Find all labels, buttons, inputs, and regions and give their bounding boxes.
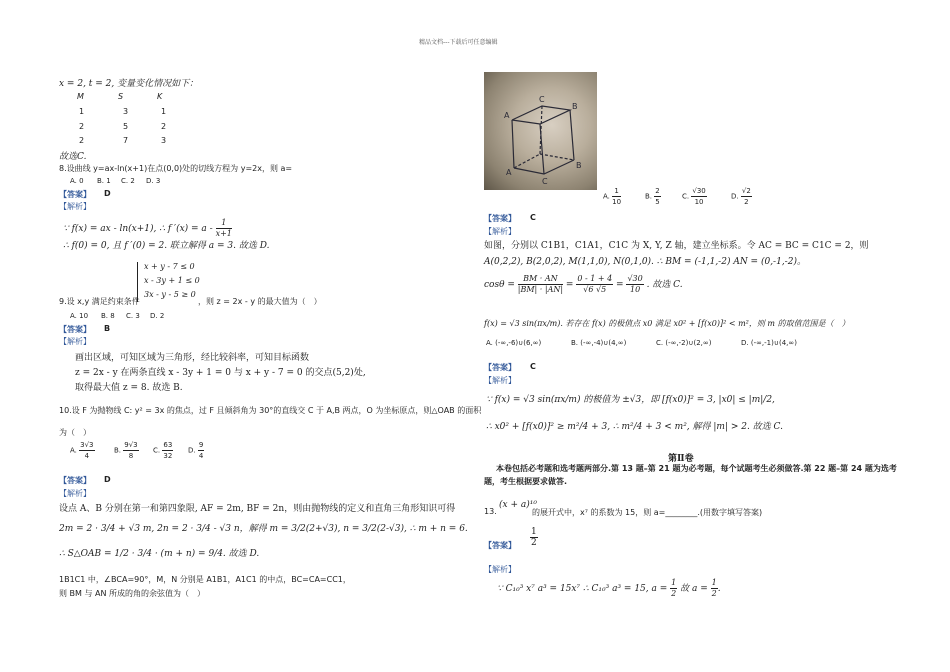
analysis-label: 【解析】 [59, 202, 91, 211]
prism-photo [484, 72, 597, 190]
q13-answer [530, 527, 538, 548]
q11-frac3-num: √30 [627, 274, 643, 283]
q11-b-num: 2 [655, 187, 660, 195]
q11-frac3-den: 10 [629, 285, 641, 294]
q11-option-d-label: D. [731, 192, 739, 201]
q8-frac-den: x+1 [215, 229, 232, 238]
answer-label: 【答案】 [59, 190, 91, 199]
q13-solution-end: . [717, 584, 721, 594]
q8-option-b: B. 1 [97, 177, 111, 185]
svg-text:B: B [572, 102, 578, 111]
q8-solution-1-text: ∵ f(x) = ax - ln(x+1), ∴ f ′(x) = a - [63, 224, 213, 234]
q12-solution-2: ∴ x0² + [f(x0)]² ≥ m²/4 + 3, ∴ m²/4 + 3 < m², 解得 |m| > 2. 故选 C. [486, 422, 783, 432]
q11-solution-2: A(0,2,2), B(2,0,2), M(1,1,0), N(0,1,0). ∴ BM = (-1,1,-2) AN = (0,-1,-2)。 [484, 257, 806, 267]
q11-option-a-label: A. [603, 192, 610, 201]
q13-stem: 的展开式中，x⁷ 的系数为 15，则 a=________.(用数字填写答案) [532, 508, 763, 517]
q11-a-den: 10 [612, 198, 622, 206]
q11-frac-den: |BM| · |AN| [517, 285, 564, 294]
q10-option-c-label: C. [153, 446, 161, 455]
svg-text:A: A [504, 111, 510, 120]
q11-a-num: 1 [612, 186, 621, 197]
table-header-s: S [118, 92, 124, 101]
q12-solution-1: ∵ f(x) = √3 sin(πx/m) 的极值为 ±√3，即 [f(x0)]² = 3, |x0| ≤ |m|/2, [486, 395, 775, 405]
analysis-label: 【解析】 [484, 227, 516, 236]
q9-stem: 9.设 x,y 满足约束条件 [59, 297, 140, 306]
svg-text:B: B [576, 161, 582, 170]
q10-option-d-label: D. [188, 446, 196, 455]
table-cell: 2 [79, 136, 85, 145]
q13-solution-text: ∵ C₁₀³ x⁷ a³ = 15x⁷ ∴ C₁₀³ a³ = 15, a = [497, 584, 668, 594]
part2-desc-1: 本卷包括必考题和选考题两部分.第 13 题–第 21 题为必考题，每个试题考生必须做答.第 22 题–第 24 题为选考 [496, 464, 897, 473]
q10-option-b [114, 440, 139, 461]
q8-solution-1 [63, 218, 232, 239]
q13-sol2-den: 2 [711, 589, 717, 598]
answer-label: 【答案】 [59, 325, 91, 334]
q10-stem-b: 为（ ） [59, 428, 91, 437]
q9-answer: B [104, 324, 111, 333]
q11-frac2-num: 0 - 1 + 4 [577, 274, 613, 283]
q9-stem-tail: ，则 z = 2x - y 的最大值为（ ） [198, 297, 322, 306]
table-cell: 2 [161, 122, 167, 131]
q13-sol-num: 1 [671, 578, 677, 587]
part2-desc-2: 题，考生根据要求做答. [484, 477, 568, 486]
q9-solution-1: 画出区域，可知区域为三角形，经比较斜率，可知目标函数 [75, 353, 310, 363]
answer-label: 【答案】 [59, 476, 91, 485]
q11-option-b [645, 186, 661, 207]
q12-option-b: B. (-∞,-4)∪(4,∞) [571, 339, 627, 347]
q9-constraint-1: x + y - 7 ≤ 0 [144, 262, 195, 271]
q10-option-b-label: B. [114, 446, 122, 455]
q9-constraint-2: x - 3y + 1 ≤ 0 [144, 276, 200, 285]
q10-solution-3: ∴ S△OAB = 1/2 · 3/4 · (m + n) = 9/4. 故选 D. [59, 549, 260, 559]
q12-option-c: C. (-∞,-2)∪(2,∞) [656, 339, 712, 347]
analysis-label: 【解析】 [59, 337, 91, 346]
q11-c-den: 10 [694, 198, 704, 206]
q8-answer: D [104, 189, 111, 198]
table-header-m: M [77, 92, 84, 101]
q10-option-d [188, 440, 204, 461]
q11-option-b-label: B. [645, 192, 653, 201]
q10-answer: D [104, 475, 111, 484]
q10-b-den: 8 [128, 452, 134, 460]
q9-solution-3: 取得最大值 z = 8. 故选 B. [75, 383, 183, 393]
q8-option-c: C. 2 [121, 177, 135, 185]
q11-cos-tail: . 故选 C. [646, 280, 683, 290]
svg-text:C: C [539, 95, 545, 104]
q8-solution-2: ∴ f(0) = 0, 且 f ′(0) = 2. 联立解得 a = 3. 故选 D. [63, 241, 270, 251]
table-cell: 3 [161, 136, 167, 145]
q10-option-a [70, 440, 95, 461]
q13-solution-mid: 故 a = [680, 584, 708, 594]
q13-expr: (x + a)¹⁰ [499, 500, 537, 510]
answer-label: 【答案】 [484, 363, 516, 372]
q10-d-den: 4 [198, 452, 204, 460]
q11-option-a [603, 186, 621, 207]
q10-option-c [153, 440, 173, 461]
q10-a-num: 3√3 [80, 441, 94, 449]
table-cell: 7 [123, 136, 129, 145]
q11-option-c [682, 186, 707, 207]
q11-solution-3: cosθ = $\frac{BM \cdot AN}{|BM| \cdot |AN|}$ = $\frac{0 - 1 + 4}{√6 √5}$ = $\frac{√30}{10}$ . 故选 C. [484, 274, 683, 294]
q9-option-b: B. 8 [101, 312, 115, 320]
analysis-label: 【解析】 [59, 489, 91, 498]
q8-stem: 8.设曲线 y=ax-ln(x+1)在点(0,0)处的切线方程为 y=2x，则 a= [59, 164, 293, 173]
q11-solution-1: 如图，分别以 C1B1，C1A1，C1C 为 X, Y, Z 轴，建立坐标系。令 AC = BC = C1C = 2，则 [484, 241, 869, 251]
svg-text:A: A [506, 168, 512, 177]
answer-label: 【答案】 [484, 541, 516, 550]
q10-a-den: 4 [84, 452, 90, 460]
q11-d-den: 2 [744, 198, 749, 206]
q12-option-d: D. (-∞,-1)∪(4,∞) [741, 339, 797, 347]
q9-solution-2: z = 2x - y 在两条直线 x - 3y + 1 = 0 与 x + y - 7 = 0 的交点(5,2)处, [75, 368, 366, 378]
q11-d-num: √2 [741, 187, 751, 195]
q10-solution-1: 设点 A、B 分别在第一和第四象限, AF = 2m, BF = 2n，则由抛物线的定义和直角三角形知识可得 [59, 504, 456, 514]
q11-cos-prefix: cosθ = [484, 280, 515, 290]
q8-option-d: D. 3 [146, 177, 161, 185]
table-cell: 2 [79, 122, 85, 131]
q12-stem: f(x) = √3 sin(πx/m). 若存在 f(x) 的极值点 x0 满足 x0² + [f(x0)]² < m²，则 m 的取值范围是（ ） [484, 319, 850, 328]
answer-label: 【答案】 [484, 214, 516, 223]
q10-b-num: 9√3 [124, 441, 138, 449]
q10-stem: 10.设 F 为抛物线 C: y² = 3x 的焦点，过 F 且倾斜角为 30°的直线交 C 于 A,B 两点，O 为坐标原点，则△OAB 的面积 [59, 406, 482, 415]
variable-line: x = 2, t = 2, 变量变化情况如下： [59, 79, 199, 89]
q10-c-den: 32 [163, 452, 173, 460]
q8-option-a: A. 0 [70, 177, 84, 185]
q9-option-a: A. 10 [70, 312, 89, 320]
q9-option-d: D. 2 [150, 312, 165, 320]
table-cell: 5 [123, 122, 129, 131]
q13-ans-den: 2 [531, 538, 537, 548]
q11-stem-b: 则 BM 与 AN 所成的角的余弦值为（ ） [59, 589, 206, 598]
q11-b-den: 5 [655, 198, 660, 206]
q11-frac-num: BM · AN [518, 274, 563, 285]
conclusion: 故选C. [59, 152, 87, 162]
q10-option-a-label: A. [70, 446, 77, 455]
q10-c-num: 63 [163, 441, 173, 449]
q13-number: 13. [484, 507, 497, 516]
table-cell: 1 [79, 107, 85, 116]
q11-option-c-label: C. [682, 192, 690, 201]
q11-frac2-den: √6 √5 [583, 285, 607, 294]
table-cell: 3 [123, 107, 129, 116]
svg-text:C: C [542, 177, 548, 186]
analysis-label: 【解析】 [484, 376, 516, 385]
q11-stem-a: 1B1C1 中，∠BCA=90°，M，N 分别是 A1B1，A1C1 的中点，BC=CA=CC1， [59, 575, 351, 584]
q11-answer: C [530, 213, 536, 222]
q11-option-d [731, 186, 752, 207]
analysis-label: 【解析】 [484, 565, 516, 574]
part2-title: 第Ⅱ卷 [668, 454, 694, 464]
q13-solution [497, 578, 721, 599]
q9-option-c: C. 3 [126, 312, 140, 320]
page-header: 精品文档---下载后可任意编辑 [419, 39, 498, 46]
q10-d-num: 9 [198, 441, 204, 449]
q9-constraint-3: 3x - y - 5 ≥ 0 [144, 290, 196, 299]
q13-ans-num: 1 [531, 527, 537, 537]
prism-sketch-icon [484, 72, 597, 190]
q12-option-a: A. (-∞,-6)∪(6,∞) [486, 339, 542, 347]
q8-frac-num: 1 [216, 218, 232, 229]
q13-sol-den: 2 [671, 589, 677, 598]
q11-c-num: √30 [692, 187, 706, 195]
table-header-k: K [157, 92, 163, 101]
q10-solution-2: 2m = 2 · 3/4 + √3 m, 2n = 2 · 3/4 - √3 n，解得 m = 3/2(2+√3), n = 3/2(2-√3), ∴ m + n = 6. [59, 524, 468, 534]
table-cell: 1 [161, 107, 167, 116]
q12-answer: C [530, 362, 536, 371]
q13-sol2-num: 1 [711, 578, 717, 587]
